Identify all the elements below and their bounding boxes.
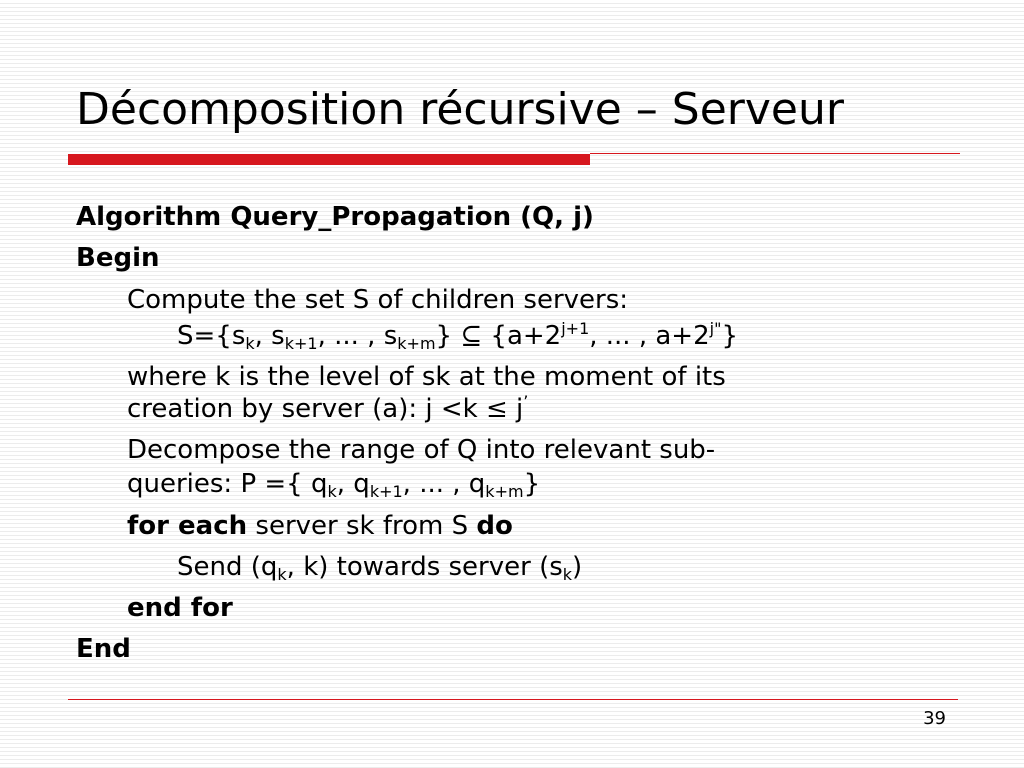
begin-keyword: Begin bbox=[76, 243, 160, 273]
end-keyword: End bbox=[76, 634, 131, 664]
subset-symbol: ⊆ bbox=[460, 321, 483, 351]
do-keyword: do bbox=[476, 511, 513, 541]
title-underline-bar bbox=[68, 154, 590, 165]
send-line: Send ($q_k$, k) towards server $(s_k)$ bbox=[177, 552, 583, 584]
where-line-1: where k is the level of sk at the moment of its bbox=[127, 362, 726, 392]
title-underline-line bbox=[590, 153, 960, 154]
for-each-keyword: for each bbox=[127, 511, 248, 541]
footer-divider bbox=[68, 699, 958, 700]
slide-title: Décomposition récursive – Serveur bbox=[76, 84, 844, 135]
compute-line: Compute the set S of children servers: bbox=[127, 285, 629, 315]
decompose-line-2: queries: P ={ $q_k$, $q_{k+1}$, ... , $q_{k+m}$} bbox=[127, 469, 541, 501]
decompose-line-1: Decompose the range of Q into relevant sub- bbox=[127, 435, 716, 465]
where-line-2: creation by server (a): j <k ≤ j’ bbox=[127, 392, 529, 424]
end-for-keyword: end for bbox=[127, 593, 233, 623]
algorithm-header: Algorithm Query_Propagation (Q, j) bbox=[76, 202, 594, 232]
page-number: 39 bbox=[923, 708, 946, 729]
for-each-line: for each server sk from S do bbox=[127, 511, 513, 541]
set-definition: $S=\{s_k$, $s_{k+1}$, ... , $s_{k+m}$} ⊆ {$a+2^{j+1}$, ... , $a+2^{j"}$} bbox=[177, 319, 738, 353]
less-equal-symbol: ≤ bbox=[485, 394, 508, 424]
